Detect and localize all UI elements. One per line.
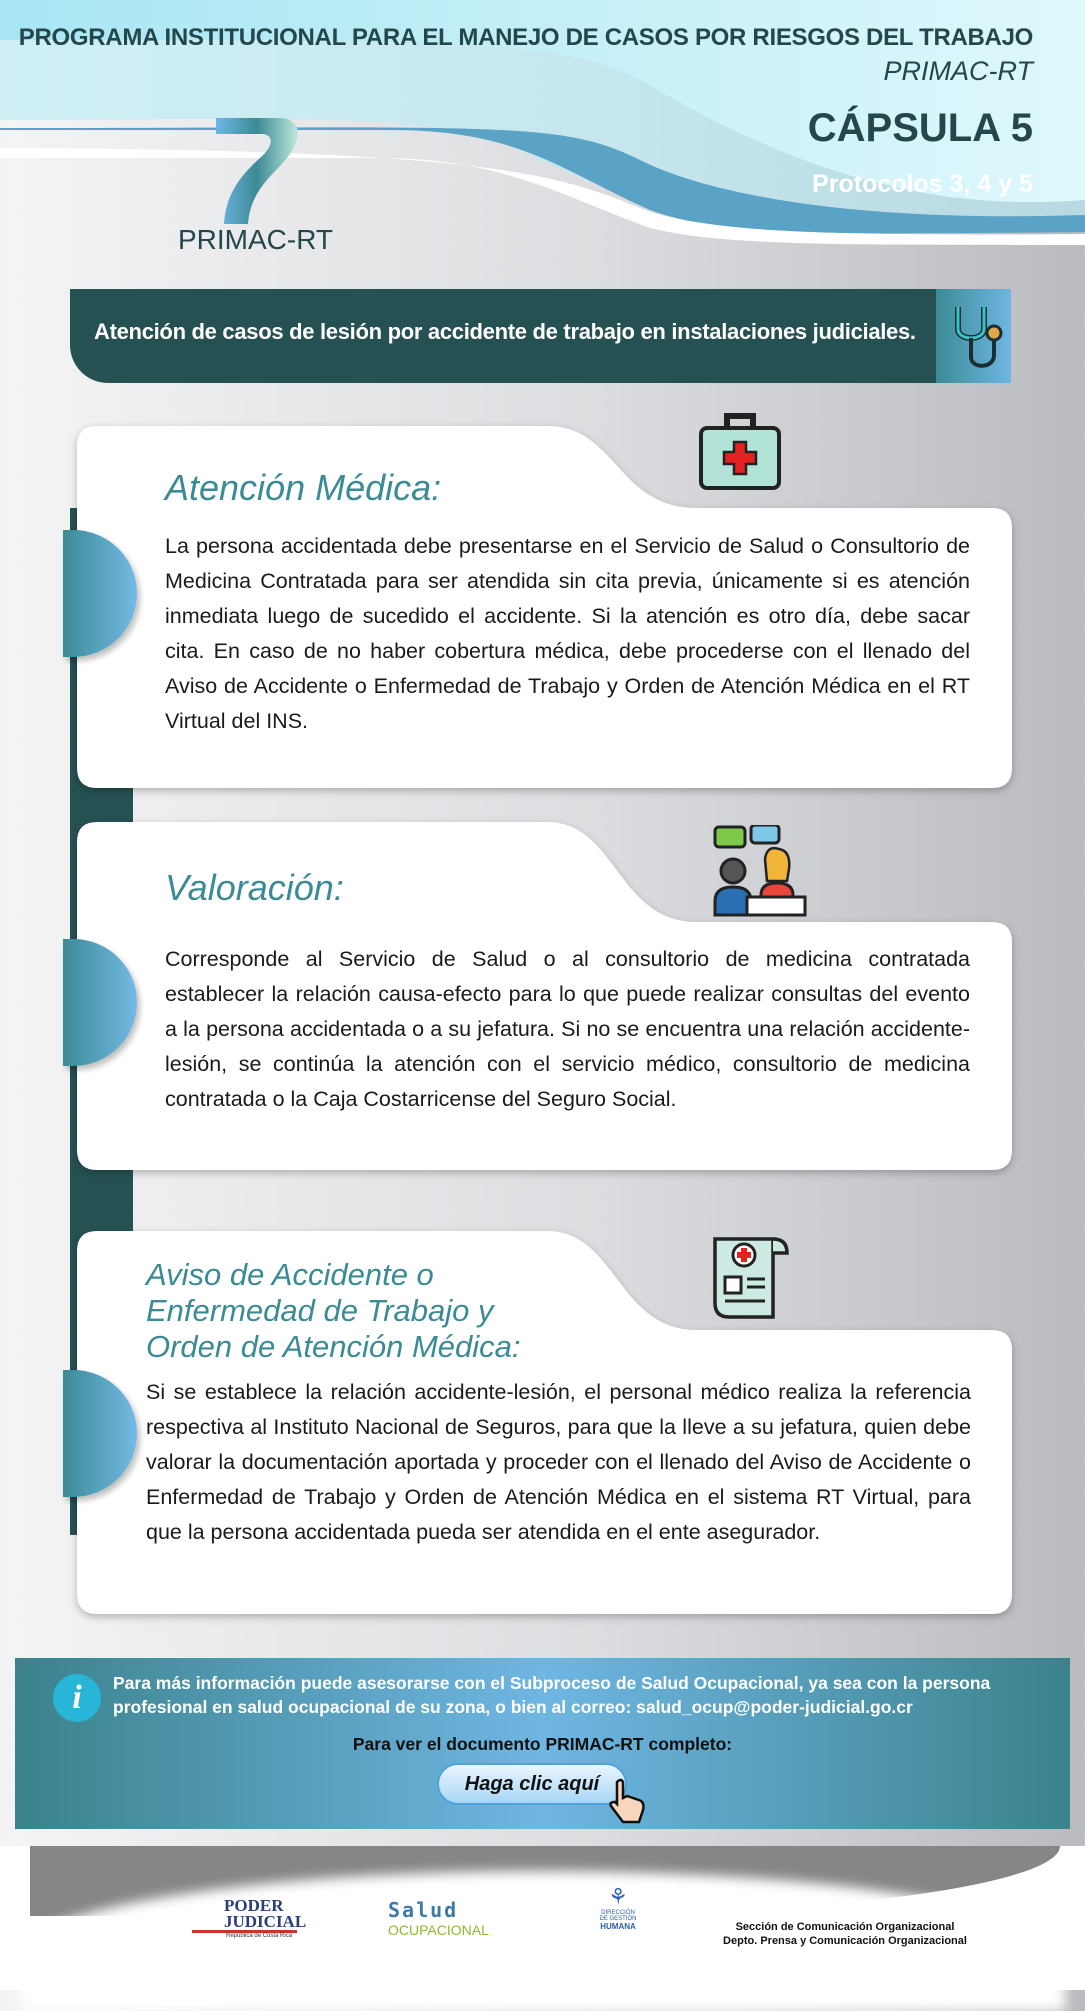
- poder-judicial-logo: [192, 1896, 307, 1939]
- capsule-number: CÁPSULA 5: [807, 106, 1033, 150]
- topic-banner: [70, 289, 1011, 383]
- primac-logo-text: PRIMAC-RT: [178, 224, 334, 255]
- first-aid-kit-icon: [697, 410, 783, 492]
- footer: [0, 1846, 1085, 1990]
- primac-logo-icon: [210, 114, 306, 224]
- program-acronym: PRIMAC-RT: [883, 56, 1033, 86]
- logo-line: JUDICIAL: [224, 1912, 307, 1931]
- logo-line: DE GESTIÓN: [599, 1916, 637, 1922]
- section-title: [146, 1257, 521, 1365]
- topic-text: Atención de casos de lesión por accidente de trabajo en instalaciones judiciales.: [94, 319, 916, 344]
- credit-line: Sección de Comunicación Organizacional: [735, 1921, 955, 1933]
- program-title: PROGRAMA INSTITUCIONAL PARA EL MANEJO DE CASOS POR RIESGOS DEL TRABAJO: [18, 24, 1033, 51]
- section-card-assessment: [77, 822, 1012, 1170]
- header: [0, 0, 1085, 245]
- view-document-button[interactable]: Haga clic aquí: [437, 1763, 627, 1805]
- section-text: Si se establece la relación accidente-lesión, el personal médico realiza la referencia respectiva al Instituto Nacional de Seguros, para que la lleve a su jefatura, quien debe valorar la documentación aportada y proceder con el llenado del Aviso de Accidente o Enfermedad de Trabajo y Orden de Atención Médica en el sistema RT Virtual, para que la persona accidentada pueda ser atendida en el ente asegurador.: [146, 1380, 971, 1544]
- logo-line: OCUPACIONAL: [388, 1922, 489, 1938]
- info-box: [15, 1658, 1070, 1829]
- people-icon: ⚘: [608, 1884, 628, 1909]
- info-icon: i: [53, 1674, 101, 1722]
- logo-line: HUMANA: [600, 1922, 636, 1931]
- gestion-humana-logo: [598, 1884, 638, 1931]
- credits: [715, 1920, 975, 1948]
- pointer-hand-icon: [607, 1778, 647, 1824]
- title-line: Aviso de Accidente o: [146, 1257, 434, 1292]
- protocols-label: Protocolos 3, 4 y 5: [812, 170, 1033, 198]
- consultation-icon: [713, 825, 807, 917]
- title-line: Enfermedad de Trabajo y: [146, 1293, 494, 1328]
- logo-line: PODER: [224, 1896, 284, 1915]
- section-title: Valoración:: [165, 867, 344, 908]
- section-text: Corresponde al Servicio de Salud o al consultorio de medicina contratada establecer la relación causa-efecto para lo que puede realizar consultas del evento a la persona accidentada o a su jefatura. Si no se encuentra una relación accidente-lesión, se continúa la atención con el servicio médico, consultorio de medicina contratada o la Caja Costarricense del Seguro Social.: [165, 947, 970, 1111]
- logo-line: República de Costa Rica: [192, 1930, 297, 1939]
- document-prompt: Para ver el documento PRIMAC-RT completo:: [352, 1734, 733, 1754]
- section-text: La persona accidentada debe presentarse en el Servicio de Salud o Consultorio de Medicina Contratada para ser atendida sin cita previa, únicamente si es atención inmediata luego de sucedido el accidente. Si la atención es otro día, debe sacar cita. En caso de no haber cobertura médica, debe procederse con el llenado del Aviso de Accidente o Enfermedad de Trabajo y Orden de Atención Médica en el RT Virtual del INS.: [165, 534, 970, 733]
- info-text: Para más información puede asesorarse con el Subproceso de Salud Ocupacional, ya sea con la persona profesional en salud ocupacional de su zona, o bien al correo: salud_ocup@poder-judicial.go.cr: [113, 1673, 991, 1717]
- logo-line: DIRECCIÓN: [601, 1910, 635, 1916]
- section-card-accident-notice: [77, 1231, 1012, 1614]
- medical-document-icon: [711, 1235, 791, 1321]
- section-title: Atención Médica:: [165, 467, 442, 508]
- section-card-medical-attention: [77, 426, 1012, 788]
- logo-line: Salud: [388, 1898, 459, 1922]
- salud-ocupacional-logo: [388, 1898, 489, 1938]
- title-line: Orden de Atención Médica:: [146, 1329, 521, 1364]
- credit-line: Depto. Prensa y Comunicación Organizacional: [723, 1935, 967, 1947]
- stethoscope-icon: [936, 289, 1011, 383]
